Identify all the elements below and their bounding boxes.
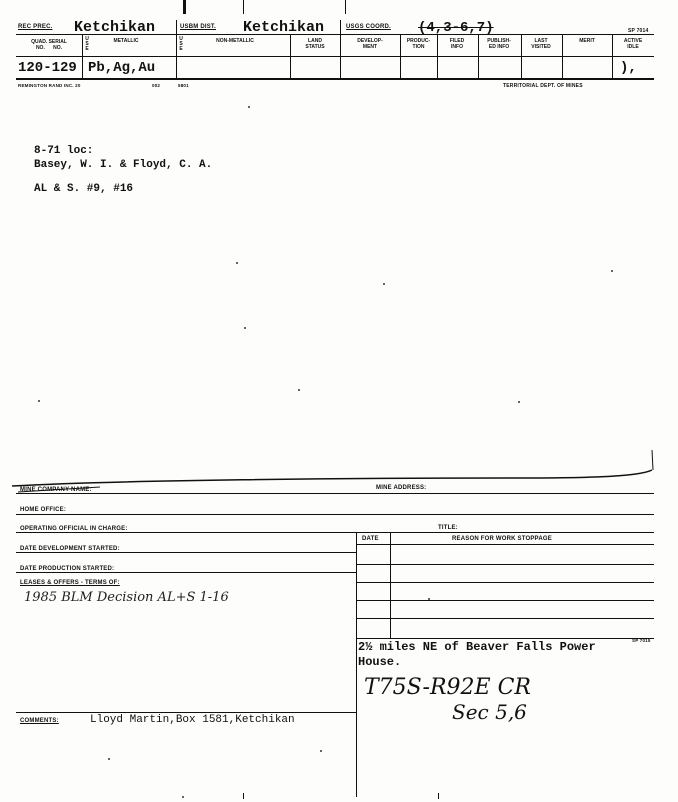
printer-code: REMINGTON RAND INC. 20 [18,83,81,88]
usbm-dist-value: Ketchikan [243,19,325,36]
usbm-dist-label: USBM DIST. [180,24,217,30]
col-active-idle: ACTIVE IDLE [623,38,643,50]
reason-label: REASON FOR WORK STOPPAGE [452,536,552,542]
note-line-1: 8-71 loc: [34,145,94,157]
col-published-info: PUBLISH- ED INFO [487,38,511,50]
col-quad-serial: QUAD. SERIAL NO. NO. [31,39,67,51]
metallic-value: Pb,Ag,Au [88,60,156,76]
location-line-2: House. [358,655,402,669]
col-production: PRODUC- TION [406,38,431,50]
card-edge [0,440,678,500]
operating-official-label: OPERATING OFFICIAL IN CHARGE: [20,526,128,532]
rec-prec-value: Ketchikan [74,19,156,36]
code-2: 5801 [178,83,189,88]
col-non-metallic: NON-METALLIC [216,38,254,44]
col-development: DEVELOP- MENT [357,38,383,50]
leases-handwritten: 1985 BLM Decision AL+S 1-16 [24,590,229,605]
col-metallic: METALLIC [113,38,139,44]
home-office-label: HOME OFFICE: [20,507,67,513]
note-line-3: AL & S. #9, #16 [34,183,134,195]
location-line-1: 2½ miles NE of Beaver Falls Power [358,640,596,654]
title-label: TITLE: [438,525,458,531]
section-handwritten: Sec 5,6 [452,700,527,724]
form-number-2: SP 7015 [632,638,651,643]
date-production-label: DATE PRODUCTION STARTED: [20,566,115,572]
col-last-visited: LAST VISITED [531,38,551,50]
mine-address-label: MINE ADDRESS: [376,485,427,491]
form-number: SP 7014 [628,28,649,34]
rec-prec-label: REC PREC. [18,24,53,30]
usgs-coord-value: (4,3-6,7) [418,20,494,36]
active-idle-value: ), [620,60,637,76]
township-handwritten: T75S-R92E CR [364,675,531,700]
leases-label: LEASES & OFFERS - TERMS OF: [20,580,120,586]
comments-value: Lloyd Martin,Box 1581,Ketchikan [90,714,295,726]
usgs-coord-label: USGS COORD. [346,24,391,30]
col-land-status: LAND STATUS [305,38,325,50]
comments-label: COMMENTS: [20,718,59,724]
mine-company-label: MINE COMPANY NAME: [20,487,92,493]
col-filed-info: FILED INFO [449,38,465,50]
note-line-2: Basey, W. I. & Floyd, C. A. [34,159,213,171]
col-merit: MERIT [579,38,595,44]
department: TERRITORIAL DEPT. OF MINES [503,83,583,89]
date-development-label: DATE DEVELOPMENT STARTED: [20,546,120,552]
quad-serial-value: 120-129 [18,60,77,76]
code-1: 002 [152,83,161,88]
date-col-label: DATE [362,536,379,542]
